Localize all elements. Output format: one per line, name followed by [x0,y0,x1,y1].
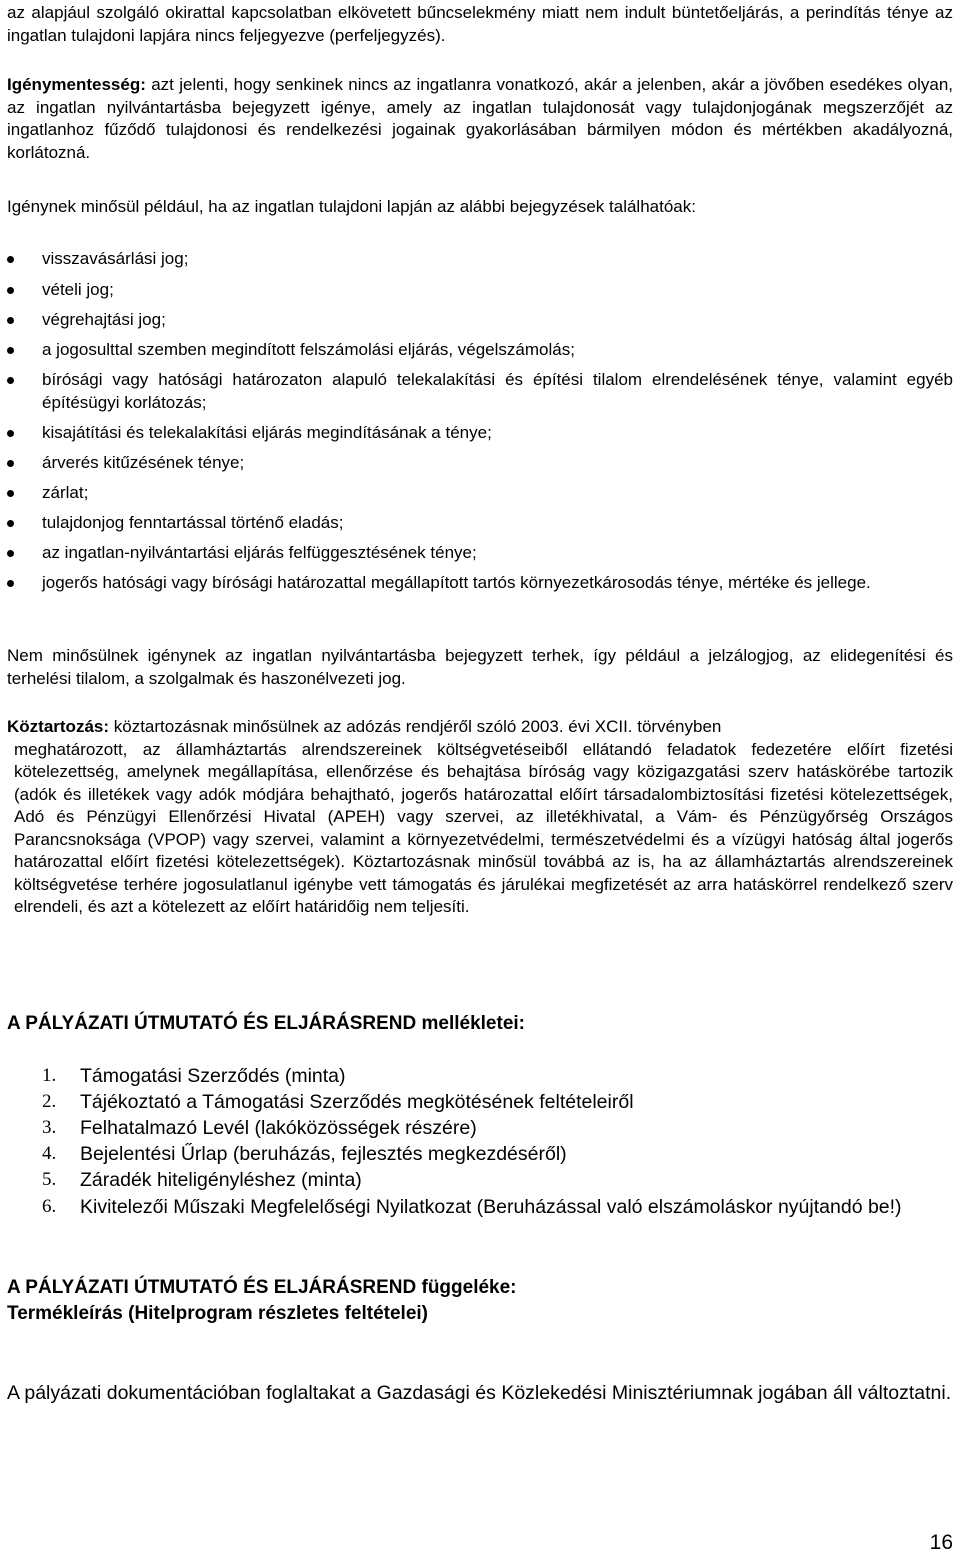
bullet-icon [7,317,14,324]
bullet-icon [7,430,14,437]
list-item: 3. Felhatalmazó Levél (lakóközösségek részére) [42,1117,477,1139]
list-item: 6. Kivitelezői Műszaki Megfelelőségi Nyilatkozat (Beruházással való elszámoláskor nyújtandó be!) [42,1196,902,1218]
list-item: jogerős hatósági vagy bírósági határozattal megállapított tartós környezetkárosodás ténye, mértéke és jellege. [7,572,953,595]
koztartozas-paragraph [7,716,953,919]
list-item: tulajdonjog fenntartással történő eladás; [7,512,953,535]
fuggelek-subheading: Termékleírás (Hitelprogram részletes feltételei) [7,1303,428,1324]
closing-paragraph: A pályázati dokumentációban foglaltakat a Gazdasági és Közlekedési Minisztériumnak jogában áll változtatni. [7,1382,952,1404]
list-item: bírósági vagy hatósági határozaton alapuló telekalakítási és építési tilalom elrendelésének ténye, valamint egyéb építésügyi korlátozás; [7,369,953,414]
koztartozas-text: meghatározott, az államháztartás alrendszereinek költségvetéseiből ellátandó feladatok fedezetére előírt fizetési kötelezettség, amelynek megállapítása, ellenőrzése és behajtása bíróság vagy közigazgatási szerv hatáskörébe tartozik (adók és illetékek vagy adók módjára behajtható, jogerős határozattal előírt társadalombiztosítási fizetési kötelezettségek, Adó és Pénzügyi Ellenőrzési Hivatal (APEH) vagy szervei, az illetékhivatal, a Vám- és Pénzügyőrség Országos Parancsnoksága (VPOP) vagy szervei, valamint a környezetvédelmi, természetvédelmi és a vízügyi hatóság által jogerős határozattal előírt fizetési kötelezettségek). Köztartozásnak minősül továbbá az is, ha az államháztartás alrendszereinek költségvetése terhére jogosulatlanul igénybe vett támogatás és járulékai megfizetését az arra hatáskörrel rendelkező szerv elrendeli, és azt a kötelezett az előírt határidőig nem teljesíti. [14,739,953,916]
igeny-intro: Igénynek minősül például, ha az ingatlan tulajdoni lapján az alábbi bejegyzések találhatóak: [7,197,696,216]
fuggelek-heading: A PÁLYÁZATI ÚTMUTATÓ ÉS ELJÁRÁSREND függeléke: [7,1277,517,1298]
list-item: árverés kitűzésének ténye; [7,452,953,475]
bullet-icon [7,347,14,354]
koztartozas-first-line: köztartozásnak minősülnek az adózás rendjéről szóló 2003. évi XCII. törvényben [113,717,722,736]
igenymentesseg-paragraph [7,74,953,164]
intro-paragraph: az alapjául szolgáló okirattal kapcsolatban elkövetett bűncselekmény miatt nem indult büntetőeljárás, a perindítás ténye az ingatlan tulajdoni lapjára nincs feljegyezve (perfeljegyzés). [7,3,953,45]
page-number: 16 [929,1531,953,1554]
list-item: 1. Támogatási Szerződés (minta) [42,1065,346,1087]
list-item: kisajátítási és telekalakítási eljárás megindításának a ténye; [7,422,953,445]
list-item: 2. Tájékoztató a Támogatási Szerződés megkötésének feltételeiről [42,1091,634,1113]
bullet-icon [7,550,14,557]
bullet-icon [7,580,14,587]
list-item: a jogosulttal szemben megindított felszámolási eljárás, végelszámolás; [7,339,953,362]
list-item: 4. Bejelentési Űrlap (beruházás, fejlesztés megkezdéséről) [42,1143,567,1165]
bullet-icon [7,490,14,497]
list-item: az ingatlan-nyilvántartási eljárás felfüggesztésének ténye; [7,542,953,565]
bullet-icon [7,287,14,294]
bullet-icon [7,256,14,263]
koztartozas-term: Köztartozás: [7,717,110,736]
nem-igeny-paragraph: Nem minősülnek igénynek az ingatlan nyilvántartásba bejegyzett terhek, így például a jelzálogjog, az elidegenítési és terhelési tilalom, a szolgalmak és haszonélvezeti jog. [7,646,953,688]
igenymentesseg-text: azt jelenti, hogy senkinek nincs az ingatlanra vonatkozó, akár a jelenben, akár a jövőben esedékes olyan, az ingatlan nyilvántartásba bejegyzett igénye, amely az ingatlan tulajdonosát vagy tulajdonjogának megszerzőjét az ingatlanhoz fűződő tulajdonosi és rendelkezési jogainak gyakorlásában bármilyen módon és mértékben akadályozná, korlátozná. [7,75,954,162]
list-item: visszavásárlási jog; [7,248,953,271]
bullet-icon [7,460,14,467]
bullet-icon [7,520,14,527]
list-item: vételi jog; [7,279,953,302]
igenymentesseg-term: Igénymentesség: [7,75,146,94]
list-item: végrehajtási jog; [7,309,953,332]
list-item: zárlat; [7,482,953,505]
mellekletek-heading: A PÁLYÁZATI ÚTMUTATÓ ÉS ELJÁRÁSREND mellékletei: [7,1013,525,1034]
bullet-icon [7,377,14,384]
list-item: 5. Záradék hiteligényléshez (minta) [42,1169,362,1191]
